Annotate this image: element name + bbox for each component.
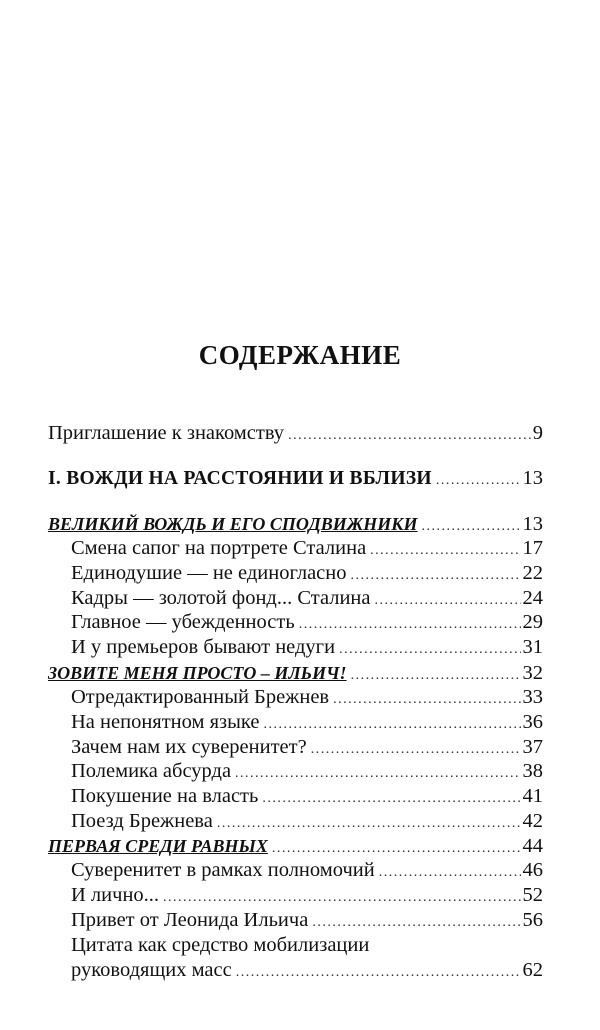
dot-leader [379,861,521,885]
toc-page-number: 41 [522,785,543,807]
toc-section-label: ВЕЛИКИЙ ВОЖДЬ И ЕГО СПОДВИЖНИКИ [48,514,418,534]
toc-page-number: 29 [522,611,543,633]
toc-part-label: I. ВОЖДИ НА РАССТОЯНИИ И ВБЛИЗИ [48,468,432,489]
toc-entry-label: Главное — убежденность [71,611,295,633]
dot-leader [288,424,531,448]
toc-entry[interactable] [71,883,543,910]
dot-leader [339,638,520,662]
toc-section-label: ПЕРВАЯ СРЕДИ РАВНЫХ [48,836,268,856]
toc-page-number: 32 [522,662,543,684]
toc-page-number: 13 [522,467,543,489]
toc-page-number: 44 [522,835,543,857]
toc-entry[interactable] [71,958,543,985]
toc-entry-label: Полемика абсурда [71,760,232,782]
toc-page-number: 17 [522,537,543,559]
toc-entry[interactable] [71,809,543,836]
toc-page-number: 33 [522,686,543,708]
toc-section-label: ЗОВИТЕ МЕНЯ ПРОСТО – ИЛЬИЧ! [48,663,347,683]
toc-section-3[interactable] [48,834,543,861]
toc-entry[interactable] [71,858,543,885]
toc-entry-label: Суверенитет в рамках полномочий [71,859,375,881]
toc-page-number: 22 [522,562,543,584]
toc-entry[interactable] [71,759,543,786]
toc-entry[interactable] [71,710,543,737]
toc-entry-intro[interactable] [48,421,543,448]
dot-leader [262,787,520,811]
dot-leader [436,469,521,493]
toc-section-2[interactable] [48,661,543,688]
toc-entry[interactable] [71,561,543,588]
toc-entry[interactable] [71,635,543,662]
toc-entry-label: Приглашение к знакомству [48,422,285,444]
toc-page-number: 38 [522,760,543,782]
toc-page-number: 24 [522,587,543,609]
toc-entry-label: Поезд Брежнева [71,810,213,832]
toc-page-number: 56 [522,909,543,931]
toc-page-number: 13 [522,513,543,535]
dot-leader [235,762,520,786]
toc-entry-label: Кадры — золотой фонд... Сталина [71,587,371,609]
toc-part-1[interactable] [48,466,543,493]
toc-page-number: 36 [522,711,543,733]
toc-entry-label: И у премьеров бывают недуги [71,636,336,658]
toc-entry-label: руководящих масс [71,959,232,981]
toc-entry-label: Зачем нам их суверенитет? [71,736,307,758]
dot-leader [263,713,520,737]
dot-leader [351,564,521,588]
toc-section-1[interactable] [48,512,543,539]
toc-entry-label: И лично... [71,884,160,906]
toc-page-number: 31 [522,636,543,658]
toc-page-number: 52 [522,884,543,906]
dot-leader [370,539,520,563]
toc-entry-label: Единодушие — не единогласно [71,562,347,584]
toc-page-number: 42 [522,810,543,832]
toc-entry[interactable] [71,586,543,613]
toc-entry-label-line1: Цитата как средство мобилизации [71,934,370,956]
toc-entry-label: На непонятном языке [71,711,260,733]
toc-entry-label: Покушение на власть [71,785,259,807]
toc-entry-label: Смена сапог на портрете Сталина [71,537,367,559]
toc-entry[interactable] [71,685,543,712]
toc-page-number: 62 [522,959,543,981]
toc-entry[interactable] [71,610,543,637]
page-title: СОДЕРЖАНИЕ [198,340,402,370]
dot-leader [312,911,520,935]
toc-page-number: 37 [522,736,543,758]
toc-page-number: 9 [532,422,543,444]
dot-leader [217,812,521,836]
dot-leader [163,886,520,910]
dot-leader [236,961,521,985]
toc-entry[interactable] [71,784,543,811]
toc-entry[interactable] [71,536,543,563]
toc-page-number: 46 [522,859,543,881]
dot-leader [299,613,521,637]
toc-entry[interactable] [71,735,543,762]
toc-entry-label: Привет от Леонида Ильича [71,909,309,931]
toc-entry[interactable] [71,908,543,935]
dot-leader [333,688,520,712]
toc-entry-label: Отредактированный Брежнев [71,686,330,708]
